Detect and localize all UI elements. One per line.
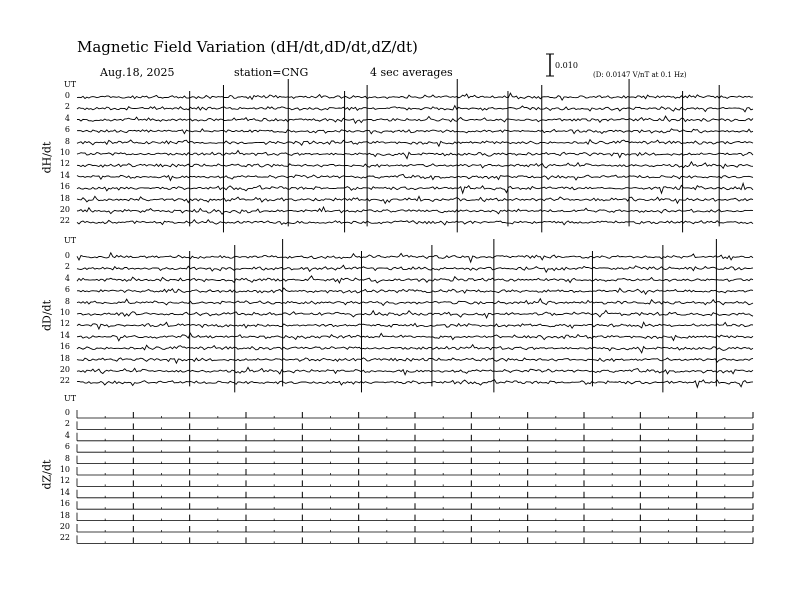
hour-tick-label: 22 — [59, 216, 70, 226]
chart-title: Magnetic Field Variation (dH/dt,dD/dt,dZ/dt) — [77, 38, 418, 56]
panel-ylabel-dZ-dt: dZ/dt — [40, 459, 54, 490]
trace-row-18 — [77, 196, 753, 203]
hour-tick-label: 12 — [59, 476, 70, 486]
hour-tick-label: 6 — [64, 285, 70, 295]
hour-tick-label: 14 — [59, 330, 70, 340]
hour-tick-label: 10 — [59, 465, 70, 474]
ut-axis-label: UT — [64, 236, 77, 245]
ut-axis-label: UT — [64, 394, 77, 403]
hour-tick-label: 4 — [64, 113, 70, 123]
hour-tick-label: 10 — [59, 148, 70, 157]
trace-row-10 — [77, 151, 753, 159]
trace-row-6 — [77, 288, 753, 294]
hour-tick-label: 2 — [64, 102, 70, 112]
trace-row-2 — [77, 265, 753, 272]
trace-row-14 — [77, 333, 753, 341]
trace-row-20 — [77, 367, 753, 374]
trace-row-2 — [77, 106, 753, 112]
hour-tick-label: 16 — [59, 499, 70, 509]
hour-tick-label: 4 — [64, 430, 70, 440]
trace-row-4 — [77, 276, 753, 283]
trace-row-22 — [77, 380, 753, 388]
hour-tick-label: 0 — [64, 251, 70, 260]
trace-row-16 — [77, 183, 753, 193]
trace-row-8 — [77, 140, 753, 147]
hour-tick-label: 16 — [59, 182, 70, 192]
trace-row-10 — [77, 310, 753, 318]
trace-row-16 — [77, 345, 753, 353]
hour-tick-label: 6 — [64, 442, 70, 452]
hour-tick-label: 2 — [64, 419, 70, 429]
trace-row-14 — [77, 174, 753, 180]
trace-row-12 — [77, 162, 753, 169]
hour-tick-label: 20 — [59, 365, 70, 374]
hour-tick-label: 8 — [64, 296, 70, 306]
trace-row-20 — [77, 207, 753, 214]
hour-tick-label: 8 — [64, 136, 70, 146]
hour-tick-label: 12 — [59, 319, 70, 329]
hour-tick-label: 2 — [64, 262, 70, 272]
hour-tick-label: 0 — [64, 408, 70, 417]
hour-tick-label: 14 — [59, 170, 70, 180]
scale-note-label: (D: 0.0147 V/nT at 0.1 Hz) — [593, 71, 687, 79]
trace-row-4 — [77, 116, 753, 123]
panel-ylabel-dD-dt: dD/dt — [40, 299, 54, 332]
hour-tick-label: 0 — [64, 91, 70, 100]
trace-row-8 — [77, 299, 753, 306]
trace-row-0 — [77, 93, 753, 100]
panel-ylabel-dH-dt: dH/dt — [40, 141, 54, 174]
hour-tick-label: 22 — [59, 376, 70, 386]
trace-row-0 — [77, 253, 753, 262]
hour-tick-label: 8 — [64, 453, 70, 463]
hour-tick-label: 18 — [59, 510, 70, 520]
panel-2 — [77, 410, 753, 543]
hour-tick-label: 20 — [59, 522, 70, 531]
hour-tick-label: 4 — [64, 273, 70, 283]
trace-row-22 — [77, 220, 753, 225]
hour-tick-label: 10 — [59, 308, 70, 317]
hour-tick-label: 14 — [59, 487, 70, 497]
scale-value-label: 0.010 — [555, 61, 578, 70]
hour-tick-label: 6 — [64, 125, 70, 135]
hour-tick-label: 12 — [59, 159, 70, 169]
panel-1 — [77, 239, 753, 392]
hour-tick-label: 20 — [59, 205, 70, 214]
scale-bar-icon — [546, 54, 554, 76]
trace-row-6 — [77, 129, 753, 134]
hour-tick-label: 18 — [59, 353, 70, 363]
panel-0 — [77, 79, 753, 232]
hour-tick-label: 22 — [59, 533, 70, 543]
hour-tick-label: 18 — [59, 193, 70, 203]
averaging-label: 4 sec averages — [370, 66, 453, 79]
trace-row-18 — [77, 358, 753, 363]
hour-tick-label: 16 — [59, 342, 70, 352]
date-label: Aug.18, 2025 — [100, 66, 175, 79]
station-label: station=CNG — [234, 66, 309, 79]
trace-row-12 — [77, 322, 753, 329]
ut-axis-label: UT — [64, 80, 77, 89]
